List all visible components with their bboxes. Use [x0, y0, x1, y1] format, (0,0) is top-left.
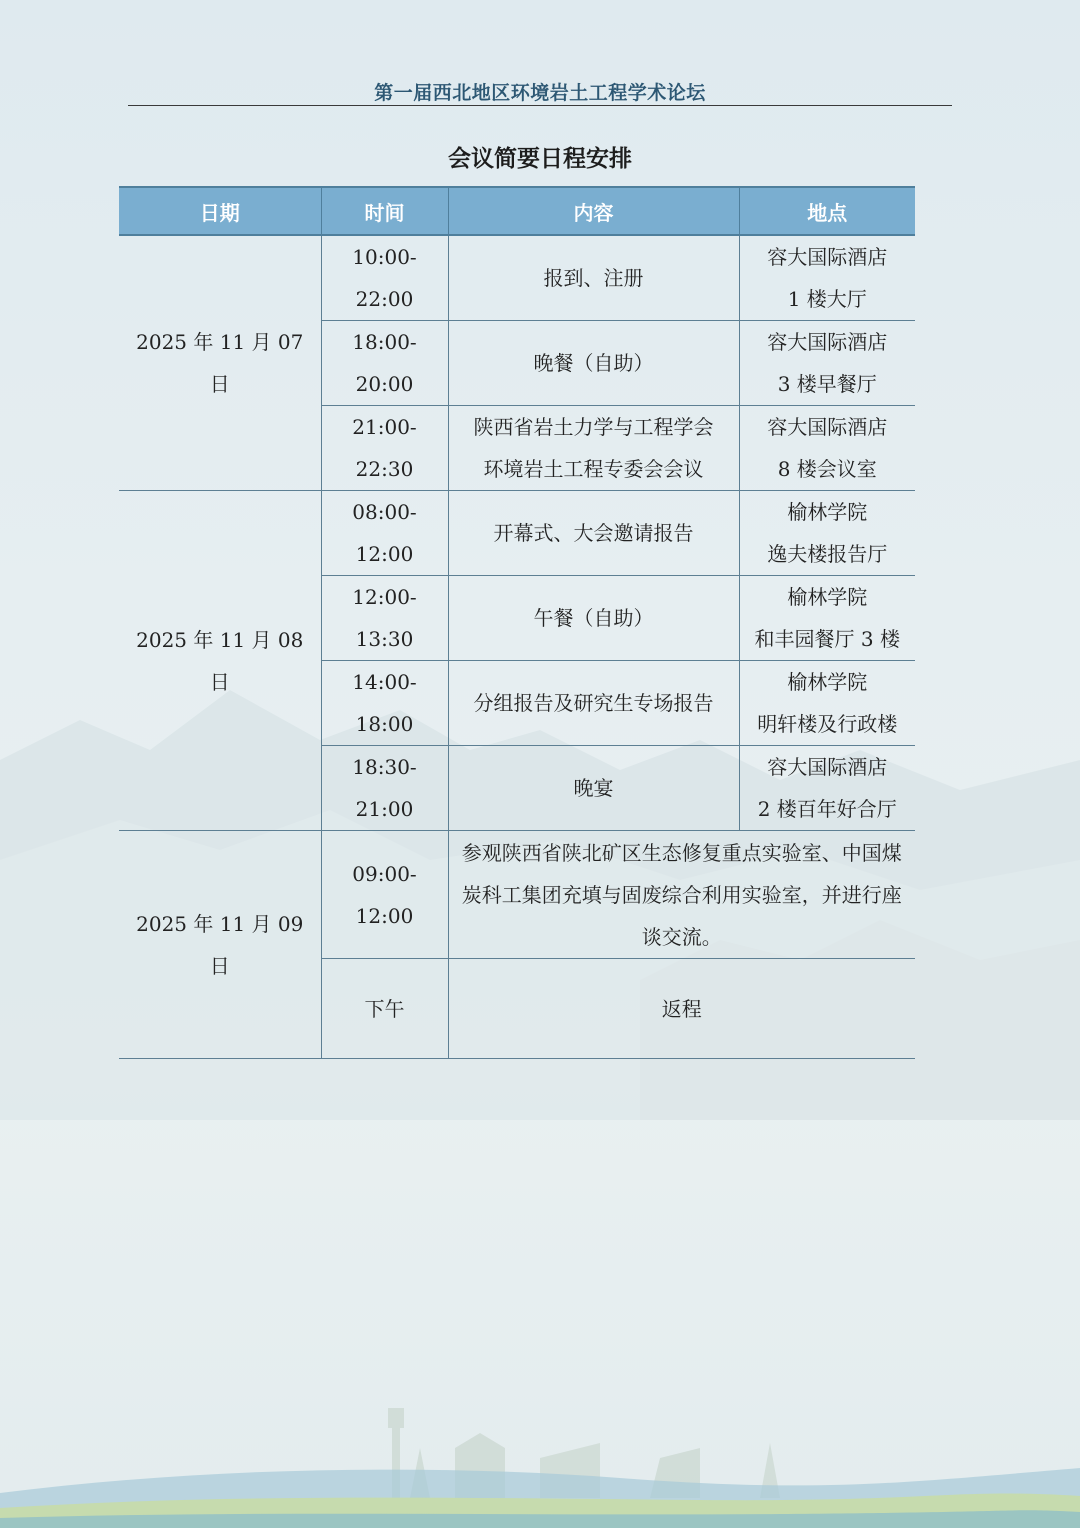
- location-cell: [739, 235, 915, 321]
- date-cell: 2025 年 11 月 08 日: [119, 491, 321, 831]
- content-cell-merged: 参观陕西省陕北矿区生态修复重点实验室、中国煤炭科工集团充填与固废综合利用实验室，并进行座谈交流。: [448, 831, 915, 959]
- location-line: 明轩楼及行政楼: [757, 712, 898, 736]
- forum-title: 第一届西北地区环境岩土工程学术论坛: [374, 82, 706, 104]
- time-cell: 10:00-22:00: [321, 235, 448, 321]
- location-cell: [739, 746, 915, 831]
- time-cell: 09:00-12:00: [321, 831, 448, 959]
- location-line: 榆林学院: [787, 585, 868, 609]
- content-line: 环境岩土工程专委会会议: [483, 457, 704, 481]
- time-cell: 18:00-20:00: [321, 321, 448, 406]
- landmark-skyline-decoration: [0, 1388, 1080, 1528]
- time-cell: 14:00-18:00: [321, 661, 448, 746]
- location-line: 8 楼会议室: [777, 457, 877, 481]
- content-cell: [448, 235, 739, 321]
- location-cell: [739, 661, 915, 746]
- location-line: 容大国际酒店: [767, 330, 888, 354]
- content-line: 午餐（自助）: [533, 606, 654, 630]
- content-line: 报到、注册: [543, 266, 644, 290]
- content-cell: [448, 746, 739, 831]
- time-cell: 08:00-12:00: [321, 491, 448, 576]
- content-cell: [448, 491, 739, 576]
- table-header-row: [119, 187, 915, 235]
- time-cell: 12:00-13:30: [321, 576, 448, 661]
- location-line: 逸夫楼报告厅: [767, 542, 888, 566]
- column-header-content: 内容: [448, 187, 739, 235]
- time-cell: 21:00-22:30: [321, 406, 448, 491]
- schedule-table: [119, 186, 915, 1059]
- content-line: 晚餐（自助）: [533, 351, 654, 375]
- location-line: 容大国际酒店: [767, 245, 888, 269]
- location-cell: [739, 491, 915, 576]
- location-cell: [739, 406, 915, 491]
- content-line: 分组报告及研究生专场报告: [473, 691, 714, 715]
- location-line: 和丰园餐厅 3 楼: [754, 627, 900, 651]
- location-cell: [739, 321, 915, 406]
- content-line: 开幕式、大会邀请报告: [493, 521, 694, 545]
- schedule-title: 会议简要日程安排: [448, 146, 632, 172]
- table-row: [119, 491, 915, 576]
- time-cell: 下午: [321, 959, 448, 1059]
- location-line: 2 楼百年好合厅: [757, 797, 897, 821]
- time-cell: 18:30-21:00: [321, 746, 448, 831]
- date-cell: 2025 年 11 月 09 日: [119, 831, 321, 1059]
- content-cell-merged: 返程: [448, 959, 915, 1059]
- content-cell: [448, 661, 739, 746]
- table-row: [119, 235, 915, 321]
- location-line: 1 楼大厅: [787, 287, 867, 311]
- content-line: 晚宴: [573, 776, 614, 800]
- location-line: 榆林学院: [787, 500, 868, 524]
- location-line: 榆林学院: [787, 670, 868, 694]
- content-cell: [448, 406, 739, 491]
- location-cell: [739, 576, 915, 661]
- header-divider: [128, 105, 952, 106]
- column-header-location: 地点: [739, 187, 915, 235]
- location-line: 容大国际酒店: [767, 755, 888, 779]
- column-header-time: 时间: [321, 187, 448, 235]
- column-header-date: 日期: [119, 187, 321, 235]
- location-line: 容大国际酒店: [767, 415, 888, 439]
- table-row: [119, 831, 915, 959]
- content-cell: [448, 576, 739, 661]
- date-cell: 2025 年 11 月 07 日: [119, 235, 321, 491]
- location-line: 3 楼早餐厅: [777, 372, 877, 396]
- content-cell: [448, 321, 739, 406]
- content-line: 陕西省岩土力学与工程学会: [473, 415, 714, 439]
